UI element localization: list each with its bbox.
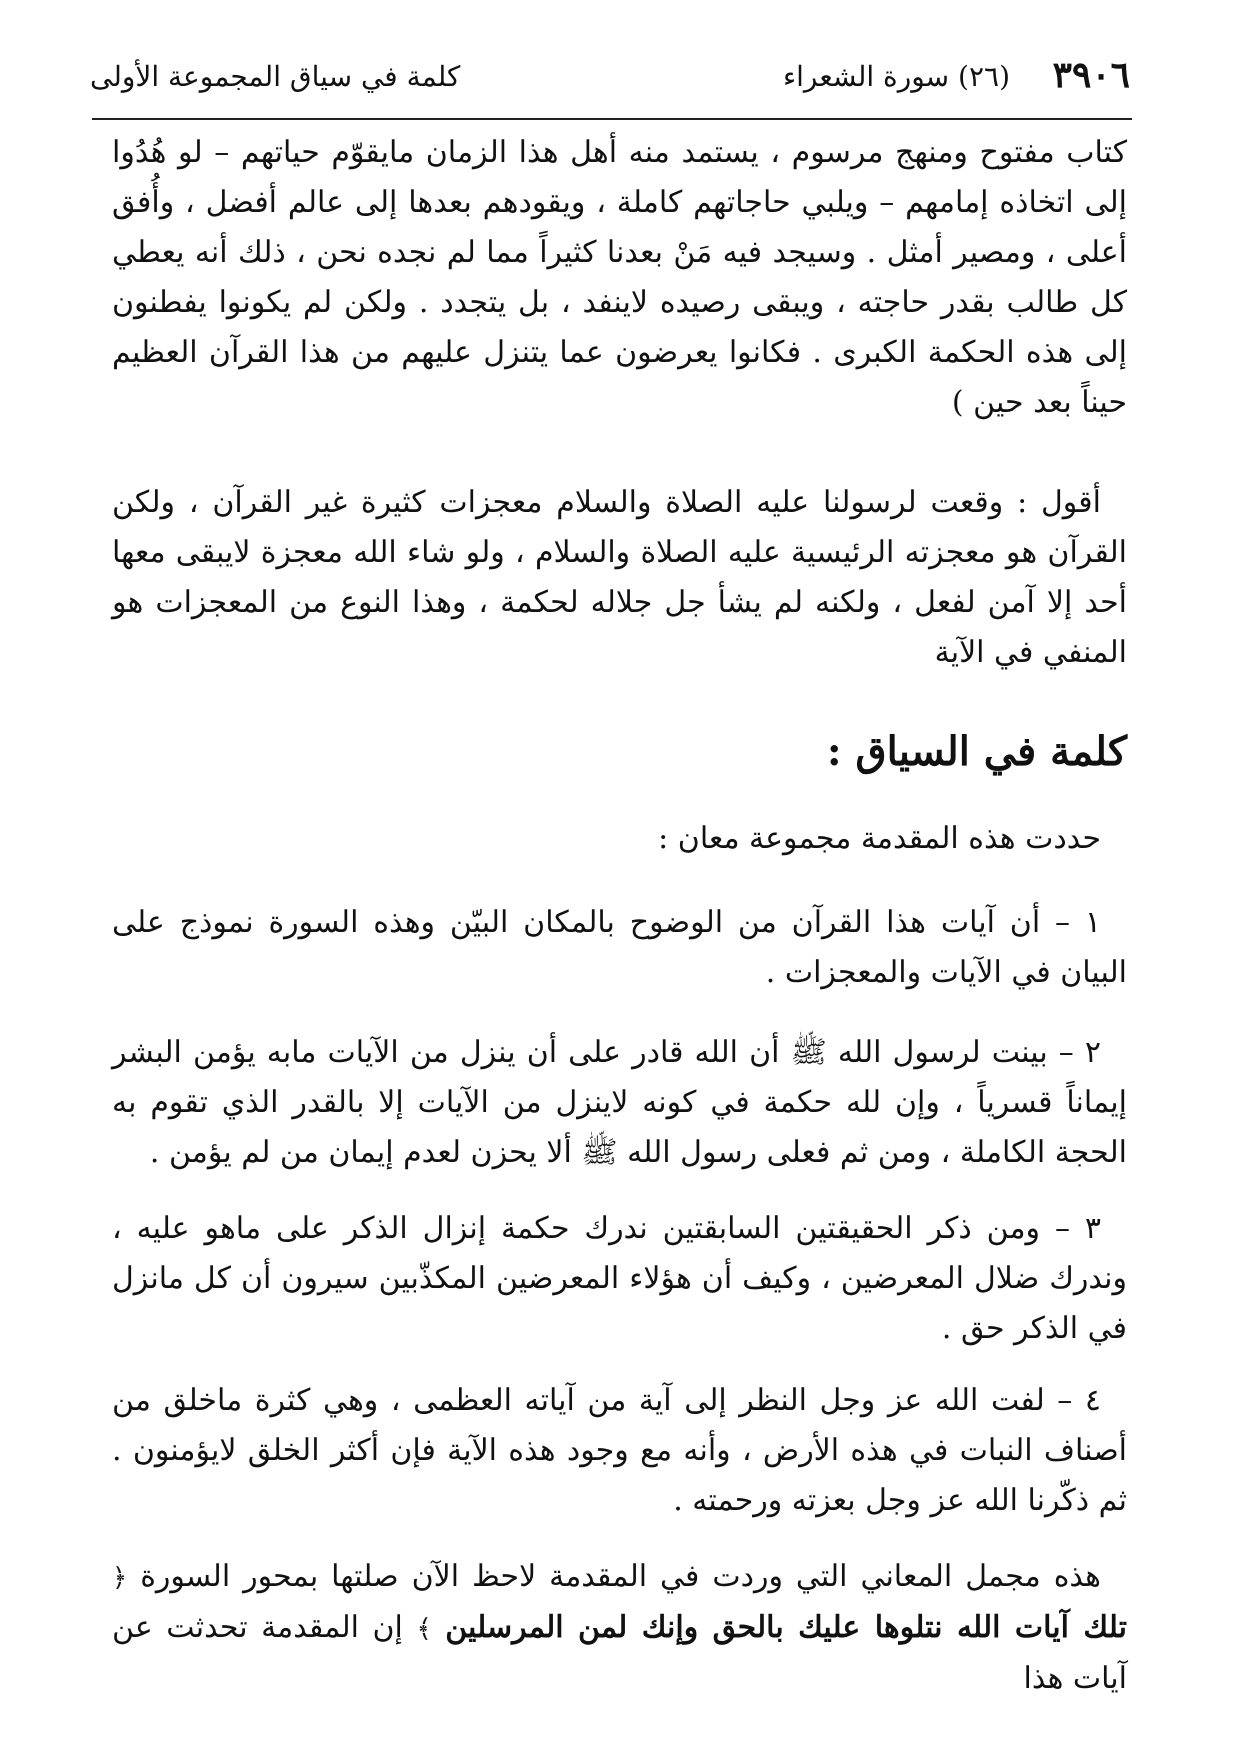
quoted-verse: تلك آيات الله نتلوها عليك بالحق وإنك لمن المرسلين bbox=[445, 1610, 1127, 1645]
quote-block bbox=[112, 128, 1127, 428]
point-4: ٤ – لفت الله عز وجل النظر إلى آية من آياته العظمى ، وهي كثرة ماخلق من أصناف النبات في هذه الأرض ، وأنه مع وجود هذه الآية فإن أكثر الخلق لايؤمنون . ثم ذكّرنا الله عز وجل بعزته ورحمته . bbox=[112, 1383, 1127, 1518]
quote-paragraph: كتاب مفتوح ومنهج مرسوم ، يستمد منه أهل هذا الزمان مايقوّم حياتهم – لو هُدُوا إلى اتخاذه إمامهم – ويلبي حاجاتهم كاملة ، ويقودهم بعدها إلى عالم أفضل ، وأُفق أعلى ، ومصير أمثل . وسيجد فيه مَنْ بعدنا كثيراً مما لم نجده نحن ، ذلك أنه يعطي كل طالب بقدر حاجته ، ويبقى رصيده لاينفد ، بل يتجدد . ولكن لم يكونوا يفطنون إلى هذه الحكمة الكبرى . فكانوا يعرضون عما يتنزل عليهم من هذا القرآن العظيم حيناً بعد حين ) bbox=[112, 135, 1127, 420]
closing-text-before: هذه مجمل المعاني التي وردت في المقدمة لاحظ الآن صلتها بمحور السورة bbox=[140, 1559, 1101, 1594]
surah-title: (٢٦) سورة الشعراء bbox=[782, 60, 1010, 93]
page-number: ٣٩٠٦ bbox=[1052, 54, 1130, 96]
point-4-block bbox=[112, 1376, 1127, 1526]
point-1-block bbox=[112, 898, 1127, 998]
section-heading: كلمة في السياق : bbox=[826, 728, 1127, 775]
point-3: ٣ – ومن ذكر الحقيقتين السابقتين ندرك حكمة إنزال الذكر على ماهو عليه ، وندرك ضلال المعرضين ، وكيف أن هؤلاء المعرضين المكذّبين سيرون أن كل مانزل في الذكر حق . bbox=[112, 1211, 1127, 1346]
point-3-block bbox=[112, 1204, 1127, 1354]
section-intro: حددت هذه المقدمة مجموعة معان : bbox=[658, 821, 1101, 856]
ornate-bracket-open: ﴿ bbox=[112, 1563, 128, 1593]
page-header bbox=[90, 54, 1130, 112]
point-1: ١ – أن آيات هذا القرآن من الوضوح بالمكان البيّن وهذه السورة نموذج على البيان في الآيات والمعجزات . bbox=[112, 905, 1127, 990]
closing-paragraph bbox=[112, 1552, 1127, 1704]
point-2: ٢ – بينت لرسول الله ﷺ أن الله قادر على أن ينزل من الآيات مابه يؤمن البشر إيماناً قسرياً ، وإن لله حكمة في كونه لاينزل من الآيات إلا بالقدر الذي تقوم به الحجة الكاملة ، ومن ثم فعلى رسول الله ﷺ ألا يحزن لعدم إيمان من لم يؤمن . bbox=[112, 1035, 1127, 1170]
section-intro-block bbox=[112, 814, 1127, 864]
closing-block bbox=[112, 1552, 1127, 1704]
point-2-block bbox=[112, 1028, 1127, 1178]
closing-text-after: إن المقدمة تحدثت عن آيات هذا bbox=[112, 1610, 1127, 1696]
ornate-bracket-close: ﴾ bbox=[416, 1614, 432, 1644]
comment-block bbox=[112, 478, 1127, 678]
header-rule bbox=[92, 118, 1132, 120]
running-title: كلمة في سياق المجموعة الأولى bbox=[90, 60, 461, 93]
comment-paragraph: أقول : وقعت لرسولنا عليه الصلاة والسلام معجزات كثيرة غير القرآن ، ولكن القرآن هو معجزته الرئيسية عليه الصلاة والسلام ، ولو شاء الله معجزة لايبقى معها أحد إلا آمن لفعل ، ولكنه لم يشأ جل جلاله لحكمة ، وهذا النوع من المعجزات هو المنفي في الآية bbox=[112, 485, 1127, 670]
